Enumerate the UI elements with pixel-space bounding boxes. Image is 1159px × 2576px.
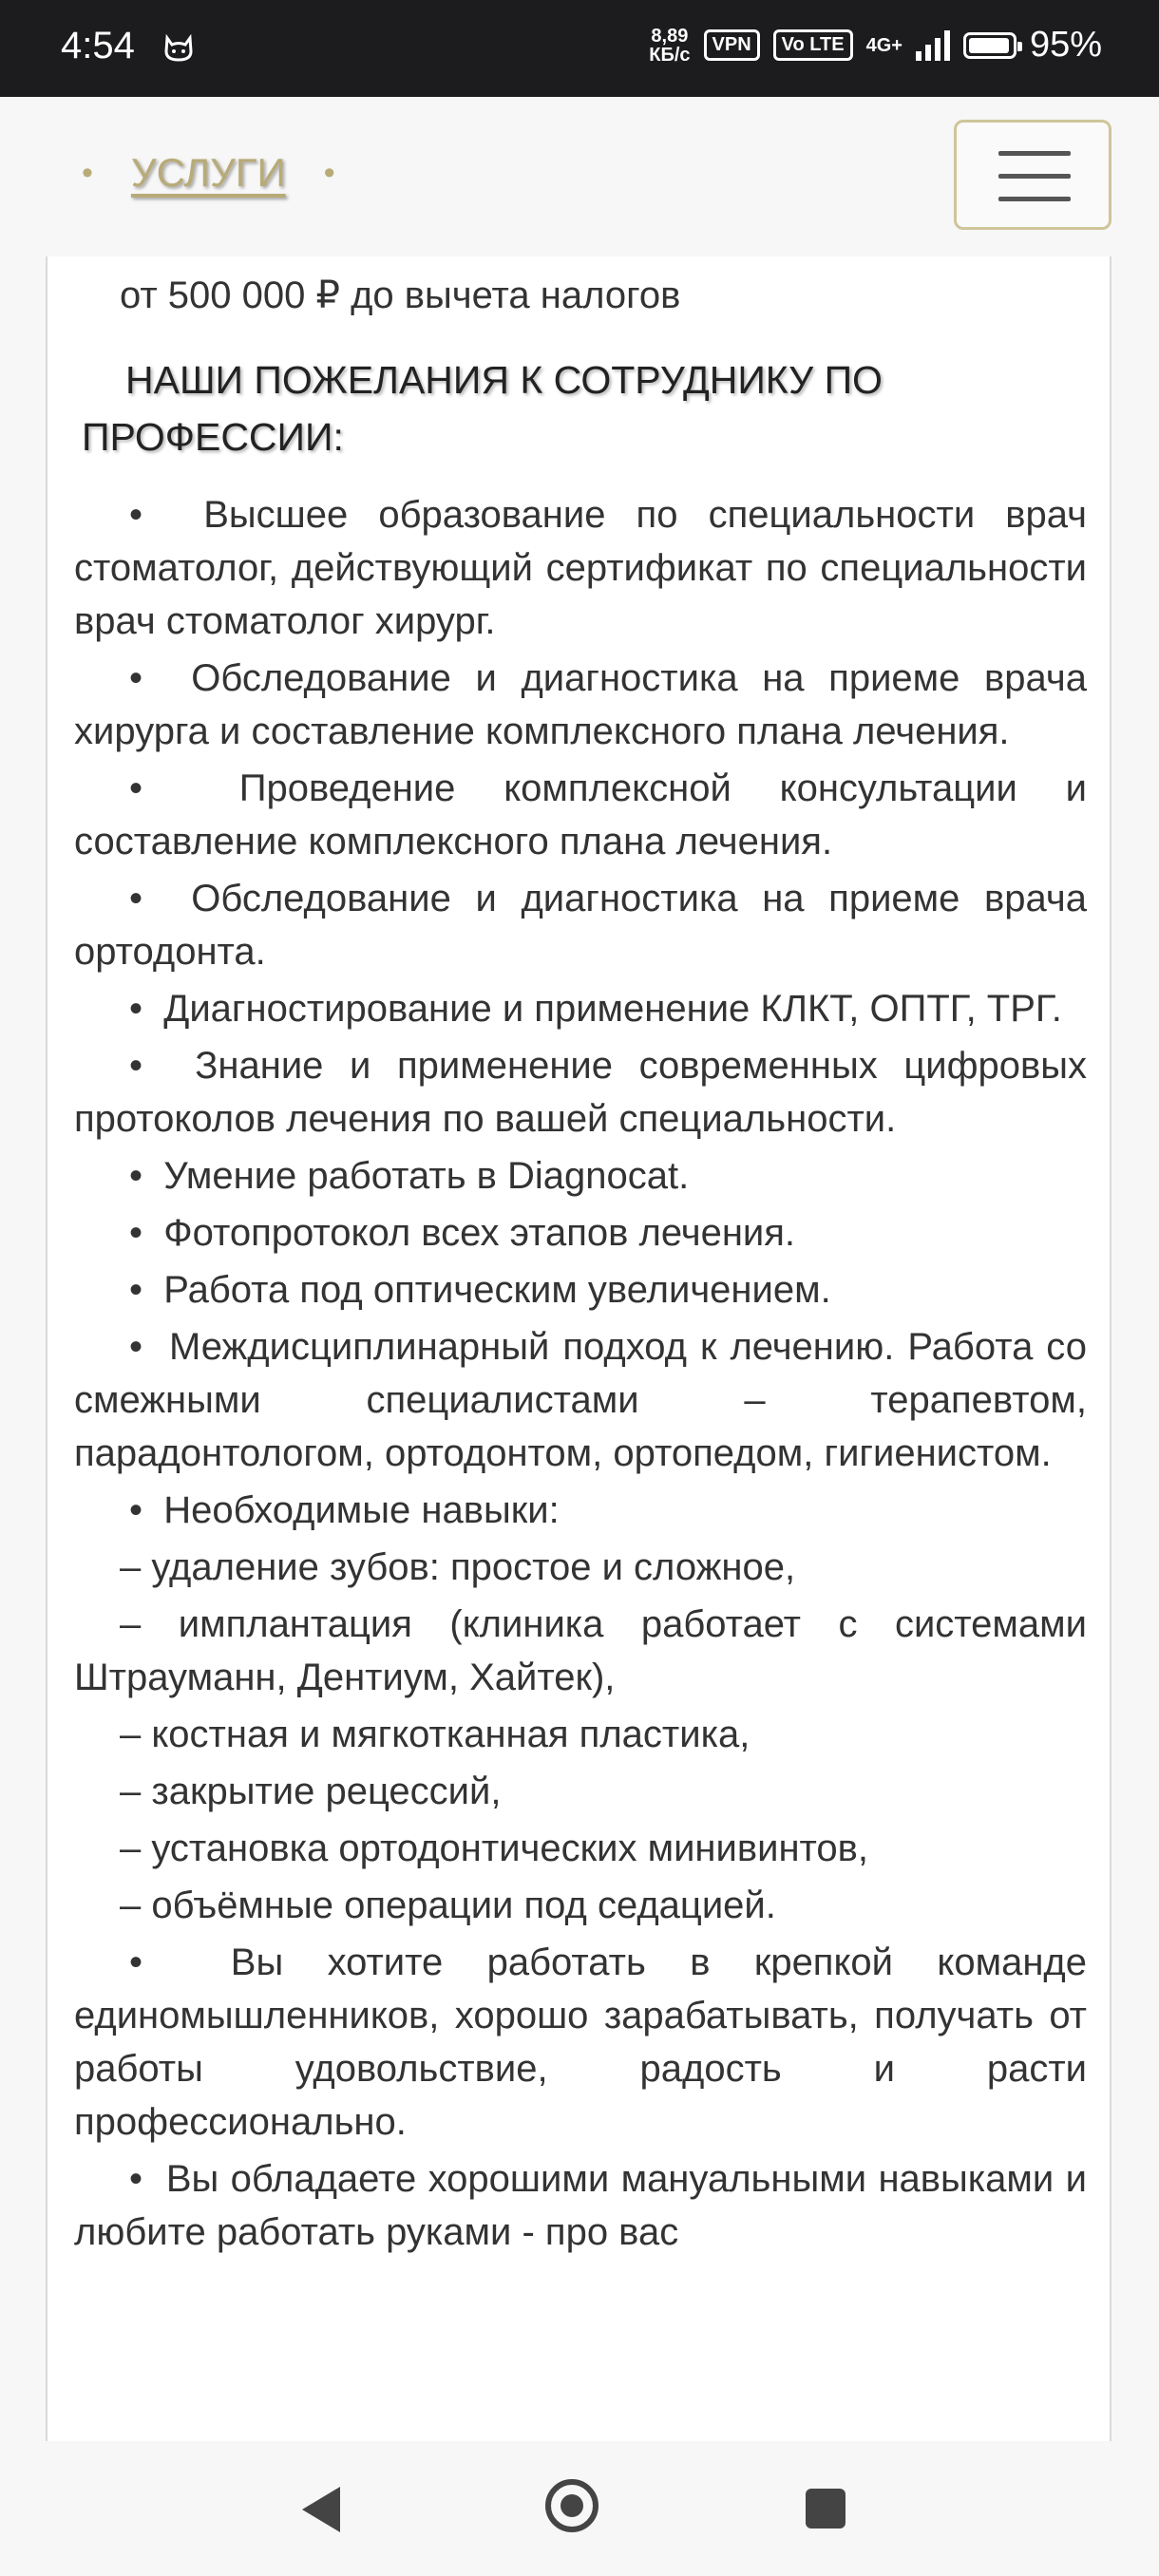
list-item: • Необходимые навыки: xyxy=(74,1484,1087,1537)
list-item: • Проведение комплексной консультации и составление комплексного плана лечения. xyxy=(74,762,1087,868)
nav-services-label[interactable]: УСЛУГИ xyxy=(130,150,286,195)
menu-icon-line xyxy=(998,151,1071,156)
network-speed-unit: КБ/с xyxy=(649,44,691,66)
system-nav-bar xyxy=(0,2441,1159,2576)
skill-item: – закрытие рецессий, xyxy=(74,1765,1087,1818)
list-item: • Высшее образование по специальности врач стоматолог, действующий сертификат по специальности врач стоматолог хирург. xyxy=(74,488,1087,648)
list-item: • Междисциплинарный подход к лечению. Работа со смежными специалистами – терапевтом, парадонтологом, ортодонтом, ортопедом, гигиенистом. xyxy=(74,1320,1087,1480)
skill-item: – установка ортодонтических минивинтов, xyxy=(74,1822,1087,1875)
skill-item: – удаление зубов: простое и сложное, xyxy=(74,1541,1087,1594)
battery-icon xyxy=(963,32,1016,59)
menu-icon-line xyxy=(998,174,1071,179)
skill-item: – имплантация (клиника работает с системами Штрауманн, Дентиум, Хайтек), xyxy=(74,1598,1087,1704)
list-item: • Фотопротокол всех этапов лечения. xyxy=(74,1206,1087,1260)
salary-text: от 500 000 ₽ до вычета налогов xyxy=(120,275,681,316)
network-speed xyxy=(649,27,690,65)
home-icon[interactable] xyxy=(545,2479,598,2532)
requirements-heading: НАШИ ПОЖЕЛАНИЯ К СОТРУДНИКУ ПО ПРОФЕССИИ: xyxy=(82,358,883,459)
volte-icon: Vo LTE xyxy=(773,29,853,61)
nav-services[interactable] xyxy=(82,150,335,196)
list-item: • Работа под оптическим увеличением. xyxy=(74,1263,1087,1316)
cat-notification-icon xyxy=(160,28,198,66)
status-bar xyxy=(0,0,1159,97)
job-description xyxy=(46,256,1112,2441)
signal-icon xyxy=(916,30,950,61)
list-item: • Вы обладаете хорошими мануальными навыками и любите работать руками - про вас xyxy=(74,2152,1087,2259)
status-time: 4:54 xyxy=(61,25,135,66)
battery-percent: 95% xyxy=(1029,25,1102,65)
network-speed-value: 8,89 xyxy=(651,25,689,47)
requirements-list xyxy=(74,488,1087,2263)
network-type: 4G+ xyxy=(865,34,902,56)
list-item: • Диагностирование и применение КЛКТ, ОПТГ, ТРГ. xyxy=(74,982,1087,1035)
list-item: • Умение работать в Diagnocat. xyxy=(74,1149,1087,1203)
skill-item: – костная и мягкотканная пластика, xyxy=(74,1708,1087,1761)
menu-icon-line xyxy=(998,197,1071,201)
site-header xyxy=(0,97,1159,256)
back-icon[interactable] xyxy=(302,2487,340,2532)
list-item: • Знание и применение современных цифровых протоколов лечения по вашей специальности. xyxy=(74,1039,1087,1146)
list-item: • Обследование и диагностика на приеме врача ортодонта. xyxy=(74,872,1087,978)
skill-item: – объёмные операции под седацией. xyxy=(74,1879,1087,1932)
hamburger-menu-button[interactable] xyxy=(954,120,1112,230)
nav-bullet-left: • xyxy=(82,154,93,191)
nav-bullet-right: • xyxy=(323,154,335,191)
vpn-icon: VPN xyxy=(704,29,760,61)
list-item: • Обследование и диагностика на приеме врача хирурга и составление комплексного плана лечения. xyxy=(74,652,1087,758)
list-item: • Вы хотите работать в крепкой команде единомышленников, хорошо зарабатывать, получать от работы удовольствие, радость и расти профессионально. xyxy=(74,1936,1087,2149)
recent-apps-icon[interactable] xyxy=(806,2489,846,2529)
